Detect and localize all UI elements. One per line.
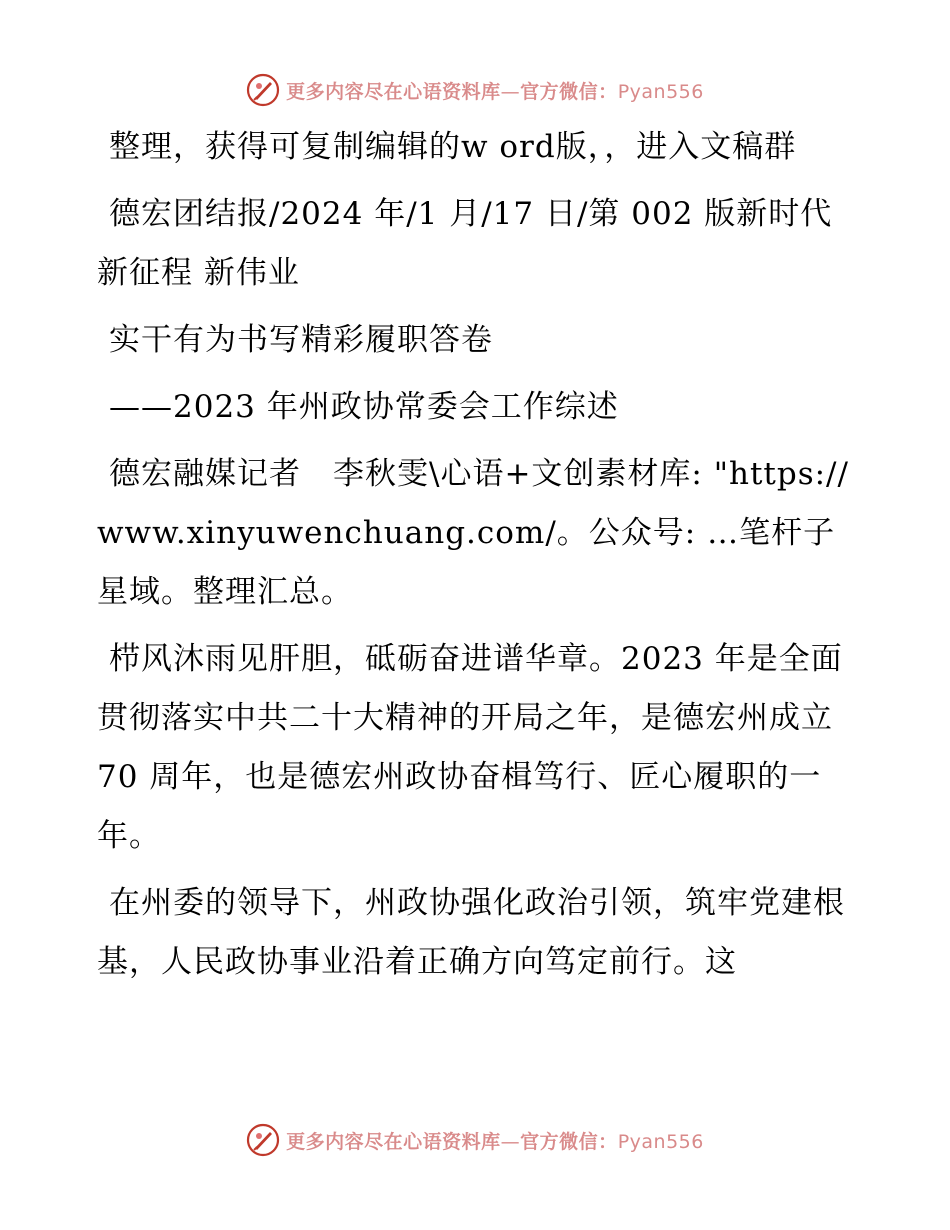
- watermark-text: 更多内容尽在心语资料库—官方微信：Pyan556: [286, 1130, 704, 1153]
- paragraph-body-2: 在州委的领导下，州政协强化政治引领，筑牢党建根基，人民政协事业沿着正确方向笃定前行。这: [97, 885, 845, 980]
- article-title: 实干有为书写精彩履职答卷: [109, 322, 493, 358]
- header-watermark: [0, 70, 950, 110]
- watermark-text: 更多内容尽在心语资料库—官方微信：Pyan556: [286, 80, 704, 103]
- quill-seal-icon: [246, 1123, 280, 1157]
- quill-seal-icon: [246, 73, 280, 107]
- footer-watermark: [0, 1120, 950, 1160]
- paragraph-body-1: 栉风沐雨见肝胆，砥砺奋进谱华章。2023 年是全面贯彻落实中共二十大精神的开局之年，是德宏州成立 70 周年，也是德宏州政协奋楫笃行、匠心履职的一年。: [97, 641, 843, 854]
- paragraph-byline: 德宏融媒记者 李秋雯\心语+文创素材库: "https://www.xinyuwenchuang.com/。公众号: …笔杆子星域。整理汇总。: [97, 456, 849, 610]
- paragraph-intro-note: 整理，获得可复制编辑的w ord版，，进入文稿群: [109, 129, 797, 165]
- paragraph-source-line: 德宏团结报/2024 年/1 月/17 日/第 002 版新时代 新征程 新伟业: [97, 196, 833, 291]
- article-subtitle: ——2023 年州政协常委会工作综述: [109, 389, 619, 425]
- document-body: [97, 118, 849, 1000]
